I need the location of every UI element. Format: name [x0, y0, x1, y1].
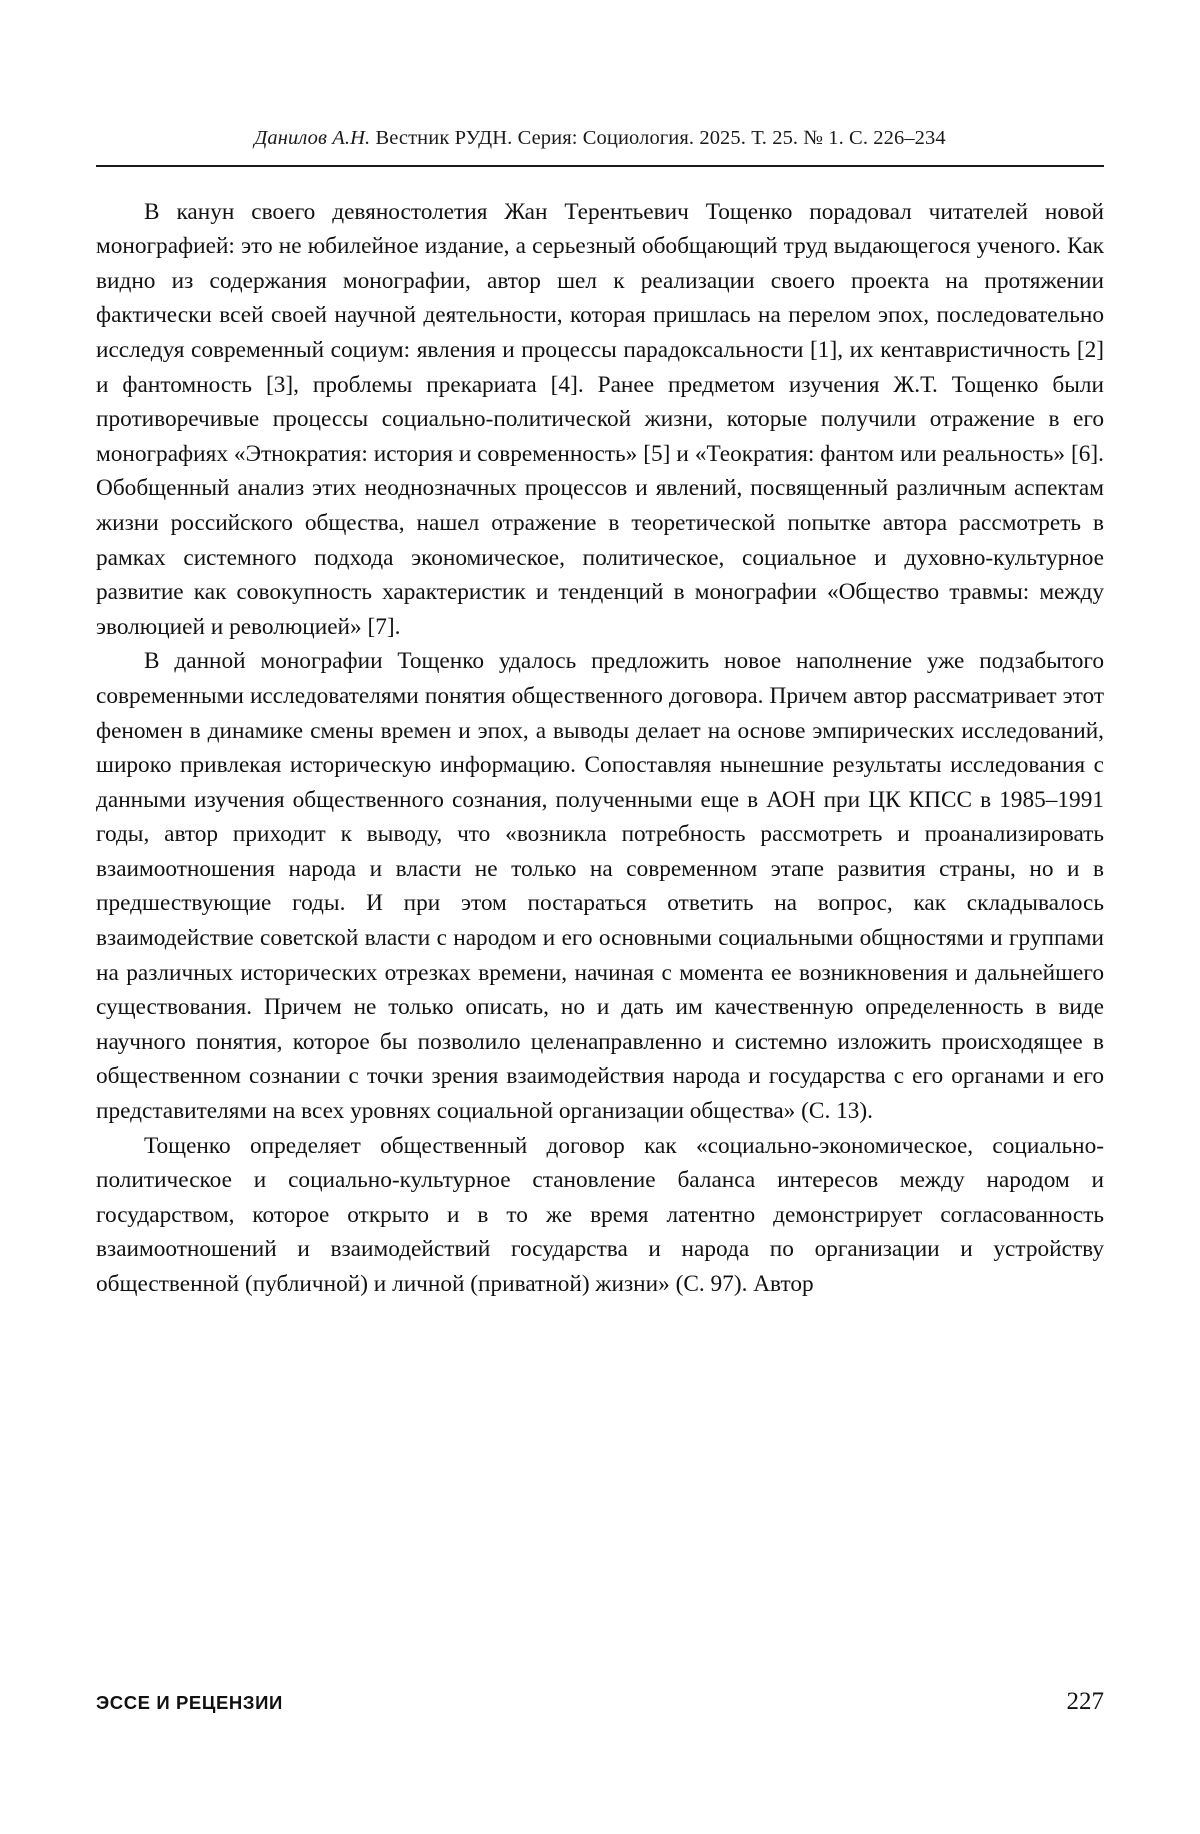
- page-content: [96, 126, 1104, 1302]
- paragraph: В данной монографии Тощенко удалось предложить новое наполнение уже подзабытого современными исследователями понятия общественного договора. Причем автор рассматривает этот феномен в динамике смены времен и эпох, а выводы делает на основе эмпирических исследований, широко привлекая историческую информацию. Сопоставляя нынешние результаты исследования с данными изучения общественного сознания, полученными еще в АОН при ЦК КПСС в 1985–1991 годы, автор приходит к выводу, что «возникла потребность рассмотреть и проанализировать взаимоотношения народа и власти не только на современном этапе развития страны, но и в предшествующие годы. И при этом постараться ответить на вопрос, как складывалось взаимодействие советской власти с народом и его основными социальными общностями и группами на различных исторических отрезках времени, начиная с момента ее возникновения и дальнейшего существования. Причем не только описать, но и дать им качественную определенность в виде научного понятия, которое бы позволило целенаправленно и системно изложить происходящее в общественном сознании с точки зрения взаимодействия народа и государства с его органами и его представителями на всех уровнях социальной организации общества» (С. 13).: [96, 648, 1104, 1125]
- paragraph: Тощенко определяет общественный договор как «социально-экономическое, социально-политическое и социально-культурное становление баланса интересов между народом и государством, которое открыто и в то же время латентно демонстрирует согласованность взаимоотношений и взаимодействий государства и народа по организации и устройству общественной (публичной) и личной (приватной) жизни» (С. 97). Автор: [96, 1132, 1104, 1297]
- footer-section-label: ЭССЕ И РЕЦЕНЗИИ: [96, 1692, 283, 1713]
- running-head: [96, 126, 1104, 165]
- header-divider: [96, 165, 1104, 167]
- page-number: 227: [1066, 1688, 1104, 1715]
- page-footer: [96, 1688, 1104, 1716]
- running-head-author: Данилов А.Н.: [254, 127, 371, 149]
- running-head-citation: Вестник РУДН. Серия: Социология. 2025. Т. 25. № 1. С. 226–234: [375, 127, 946, 149]
- article-body: [96, 195, 1104, 1302]
- paragraph: В канун своего девяностолетия Жан Терентьевич Тощенко порадовал читателей новой монографией: это не юбилейное издание, а серьезный обобщающий труд выдающегося ученого. Как видно из содержания монографии, автор шел к реализации своего проекта на протяжении фактически всей своей научной деятельности, которая пришлась на перелом эпох, последовательно исследуя современный социум: явления и процессы парадоксальности [1], их кентавристичность [2] и фантомность [3], проблемы прекариата [4]. Ранее предметом изучения Ж.Т. Тощенко были противоречивые процессы социально-политической жизни, которые получили отражение в его монографиях «Этнократия: история и современность» [5] и «Теократия: фантом или реальность» [6]. Обобщенный анализ этих неоднозначных процессов и явлений, посвященный различным аспектам жизни российского общества, нашел отражение в теоретической попытке автора рассмотреть в рамках системного подхода экономическое, политическое, социальное и духовно-культурное развитие как совокупность характеристик и тенденций в монографии «Общество травмы: между эволюцией и революцией» [7].: [96, 198, 1104, 640]
